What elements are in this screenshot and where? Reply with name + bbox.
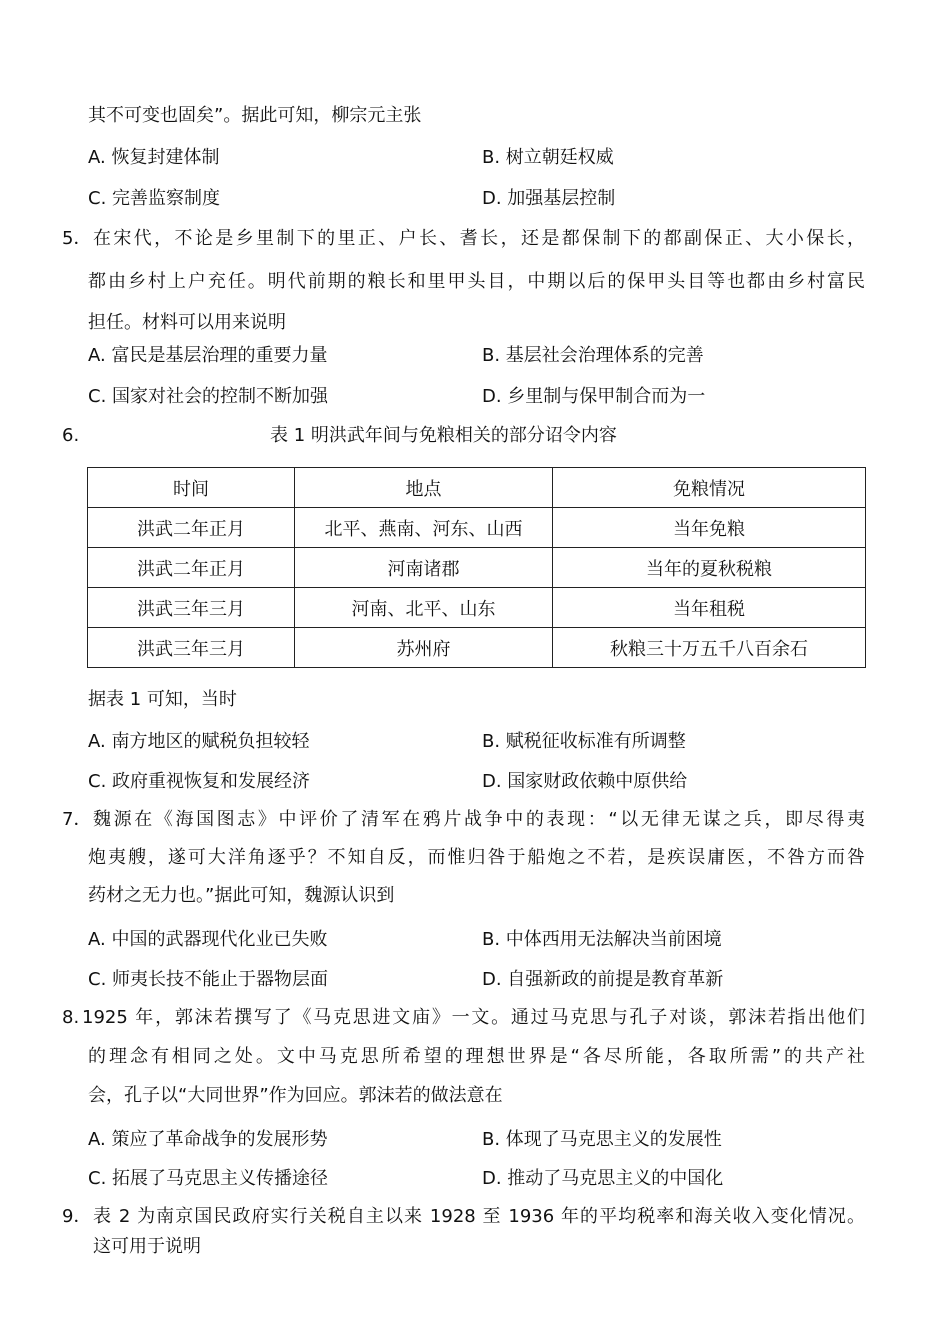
q8-option-b[interactable]: B. 体现了马克思主义的发展性 xyxy=(482,1129,722,1150)
cell: 河南诸郡 xyxy=(295,548,553,588)
edict-table xyxy=(87,467,866,668)
q8-stem-line: 会，孔子以“大同世界”作为回应。郭沫若的做法意在 xyxy=(88,1085,503,1106)
q5-stem-line: 在宋代，不论是乡里制下的里正、户长、耆长，还是都保制下的都副保正、大小保长， xyxy=(93,228,865,249)
header-cell: 时间 xyxy=(88,468,295,508)
table-row xyxy=(88,628,866,668)
cell: 洪武三年三月 xyxy=(88,588,295,628)
q8-option-a[interactable]: A. 策应了革命战争的发展形势 xyxy=(88,1129,328,1150)
q6-option-a[interactable]: A. 南方地区的赋税负担较轻 xyxy=(88,731,310,752)
table-row xyxy=(88,588,866,628)
q8-option-c[interactable]: C. 拓展了马克思主义传播途径 xyxy=(88,1168,329,1189)
q7-stem-line: 魏源在《海国图志》中评价了清军在鸦片战争中的表现：“以无律无谋之兵，即尽得夷 xyxy=(93,809,865,830)
q5-stem-line: 都由乡村上户充任。明代前期的粮长和里甲头目，中期以后的保甲头目等也都由乡村富民 xyxy=(88,271,865,292)
cell: 当年租税 xyxy=(553,588,866,628)
q5-number: 5． xyxy=(62,228,92,249)
q5-stem-line: 担任。材料可以用来说明 xyxy=(88,312,286,333)
q7-number: 7． xyxy=(62,809,92,830)
q8-stem-line: 1925 年，郭沫若撰写了《马克思进文庙》一文。通过马克思与孔子对谈，郭沫若指出他们 xyxy=(82,1007,865,1028)
q6-stem: 据表 1 可知，当时 xyxy=(88,689,237,710)
q9-stem-line: 这可用于说明 xyxy=(93,1236,201,1257)
table-row xyxy=(88,548,866,588)
q7-option-a[interactable]: A. 中国的武器现代化业已失败 xyxy=(88,929,328,950)
cell: 秋粮三十万五千八百余石 xyxy=(553,628,866,668)
q5-option-a[interactable]: A. 富民是基层治理的重要力量 xyxy=(88,345,328,366)
q8-number: 8. xyxy=(62,1007,80,1028)
table-row xyxy=(88,508,866,548)
q6-option-d[interactable]: D. 国家财政依赖中原供给 xyxy=(482,771,688,792)
q4-option-c[interactable]: C. 完善监察制度 xyxy=(88,188,221,209)
q5-option-b[interactable]: B. 基层社会治理体系的完善 xyxy=(482,345,704,366)
q5-option-d[interactable]: D. 乡里制与保甲制合而为一 xyxy=(482,386,706,407)
q4-option-b[interactable]: B. 树立朝廷权威 xyxy=(482,147,614,168)
q4-option-d[interactable]: D. 加强基层控制 xyxy=(482,188,616,209)
q7-stem-line: 炮夷艘，遂可大洋角逐乎？不知自反，而惟归咎于船炮之不若，是疾误庸医，不咎方而咎 xyxy=(88,847,865,868)
q7-stem-line: 药材之无力也。”据此可知，魏源认识到 xyxy=(88,885,395,906)
q7-option-b[interactable]: B. 中体西用无法解决当前困境 xyxy=(482,929,722,950)
cell: 当年的夏秋税粮 xyxy=(553,548,866,588)
cell: 洪武二年正月 xyxy=(88,548,295,588)
cell: 河南、北平、山东 xyxy=(295,588,553,628)
cell: 苏州府 xyxy=(295,628,553,668)
table-title: 表 1 明洪武年间与免粮相关的部分诏令内容 xyxy=(270,425,617,446)
q8-option-d[interactable]: D. 推动了马克思主义的中国化 xyxy=(482,1168,724,1189)
q6-option-c[interactable]: C. 政府重视恢复和发展经济 xyxy=(88,771,311,792)
q9-stem-line: 表 2 为南京国民政府实行关税自主以来 1928 至 1936 年的平均税率和海关收入变化情况。 xyxy=(93,1206,865,1227)
q9-number: 9． xyxy=(62,1206,92,1227)
q7-option-d[interactable]: D. 自强新政的前提是教育革新 xyxy=(482,969,724,990)
q4-stem-tail: 其不可变也固矣”。据此可知，柳宗元主张 xyxy=(88,105,422,126)
cell: 当年免粮 xyxy=(553,508,866,548)
cell: 洪武三年三月 xyxy=(88,628,295,668)
q4-option-a[interactable]: A. 恢复封建体制 xyxy=(88,147,220,168)
q7-option-c[interactable]: C. 师夷长技不能止于器物层面 xyxy=(88,969,329,990)
header-cell: 免粮情况 xyxy=(553,468,866,508)
cell: 北平、燕南、河东、山西 xyxy=(295,508,553,548)
q6-option-b[interactable]: B. 赋税征收标准有所调整 xyxy=(482,731,686,752)
q5-option-c[interactable]: C. 国家对社会的控制不断加强 xyxy=(88,386,329,407)
q6-number: 6. xyxy=(62,425,80,446)
header-cell: 地点 xyxy=(295,468,553,508)
cell: 洪武二年正月 xyxy=(88,508,295,548)
table-header-row xyxy=(88,468,866,508)
q8-stem-line: 的理念有相同之处。文中马克思所希望的理想世界是“各尽所能，各取所需”的共产社 xyxy=(88,1046,865,1067)
